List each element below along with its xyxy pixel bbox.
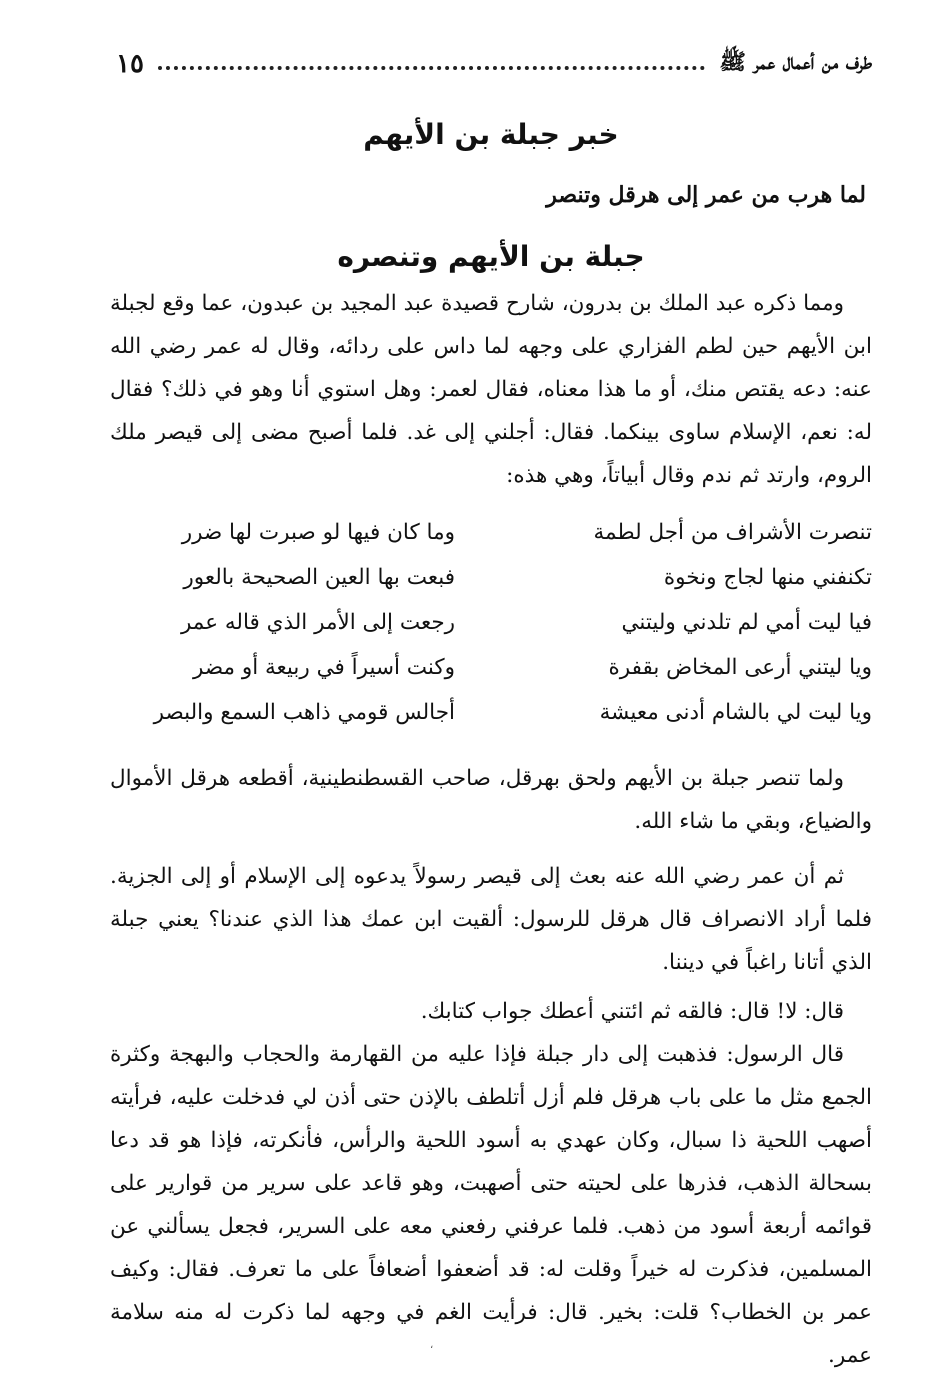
paragraph: قال: لا! قال: فالقه ثم ائتني أعطك جواب كتابك.	[420, 999, 844, 1024]
verse-first-hemistich: ويا ليت لي بالشام أدنى معيشة	[599, 700, 872, 725]
verse-row	[110, 555, 872, 600]
verse-first-hemistich: تنصرت الأشراف من أجل لطمة	[593, 520, 872, 545]
verse-second-hemistich: أجالس قومي ذاهب السمع والبصر	[153, 700, 455, 725]
verse-first-hemistich: ويا ليتني أرعى المخاض بقفرة	[608, 655, 872, 680]
page-number: ١٥	[116, 49, 144, 79]
verse-second-hemistich: رجعت إلى الأمر الذي قاله عمر	[180, 610, 455, 635]
verse-second-hemistich: فبعت بها العين الصحيحة بالعور	[183, 565, 455, 590]
paragraph: ومما ذكره عبد الملك بن بدرون، شارح قصيدة عبد المجيد بن عبدون، عما وقع لجبلة ابن الأيهم حين لطم الفزاري على وجهه لما داس على ردائه، وقال له عمر رضي الله عنه: دعه يقتص منك، أو ما هذا معناه، فقال لعمر: وهل استوي أنا وهو في ذلك؟ فقال له: نعم، الإسلام ساوى بينكما. فقال: أجلني إلى غد. فلما أصبح مضى إلى قيصر ملك الروم، وارتد ثم ندم وقال أبياتاً، وهي هذه:	[110, 291, 872, 488]
paragraph: قال الرسول: فذهبت إلى دار جبلة فإذا عليه من القهارمة والحجاب والبهجة وكثرة الجمع مثل ما على باب هرقل فلم أزل أتلطف بالإذن حتى أذن لي فدخلت عليه، فرأيته أصهب اللحية ذا سبال، وكان عهدي به أسود اللحية والرأس، فأنكرته، فإذا هو قد دعا بسحالة الذهب، فذرها على لحيته حتى أصهبت، وهو قاعد على سرير من قوارير على قوائمه أربعة أسود من ذهب. فلما عرفني رفعني معه على السرير، فجعل يسألني عن المسلمين، فذكرت له خيراً وقلت له: قد أضعفوا أضعافاً على ما تعرف. فقال: وكيف عمر بن الخطاب؟ قلت: بخير. قال: فرأيت الغم في وجهه لما ذكرت له منه سلامة عمر.	[110, 1042, 872, 1368]
book-page	[110, 30, 872, 1368]
verse-first-hemistich: فيا ليت أمي لم تلدني وليتني	[621, 610, 872, 635]
subsection-title: جبلة بن الأيهم وتنصره	[337, 240, 645, 273]
verse-row	[110, 690, 872, 735]
running-title: طرف من أعمال عمر ﷺ	[719, 49, 872, 75]
running-header	[110, 44, 872, 84]
paragraph: ولما تنصر جبلة بن الأيهم ولحق بهرقل، صاحب القسطنطينية، أقطعه هرقل الأموال والضياع، وبقي ما شاء الله.	[110, 766, 872, 834]
poem	[110, 510, 872, 735]
verse-row	[110, 510, 872, 555]
section-subtitle: لما هرب من عمر إلى هرقل وتنصر	[546, 182, 866, 208]
verse-first-hemistich: تكنفني منها لجاج ونخوة	[663, 565, 872, 590]
verse-row	[110, 645, 872, 690]
section-title: خبر جبلة بن الأيهم	[363, 118, 619, 151]
verse-row	[110, 600, 872, 645]
verse-second-hemistich: وما كان فيها لو صبرت لها ضرر	[181, 520, 455, 545]
leader-dots	[158, 66, 705, 70]
verse-second-hemistich: وكنت أسيراً في ربيعة أو مضر	[192, 655, 455, 680]
page-footer-mark: ،	[430, 1340, 434, 1351]
paragraph: ثم أن عمر رضي الله عنه بعث إلى قيصر رسولاً يدعوه إلى الإسلام أو إلى الجزية. فلما أراد الانصراف قال هرقل للرسول: ألقيت ابن عمك هذا الذي عندنا؟ يعني جبلة الذي أتانا راغباً في ديننا.	[110, 864, 872, 975]
